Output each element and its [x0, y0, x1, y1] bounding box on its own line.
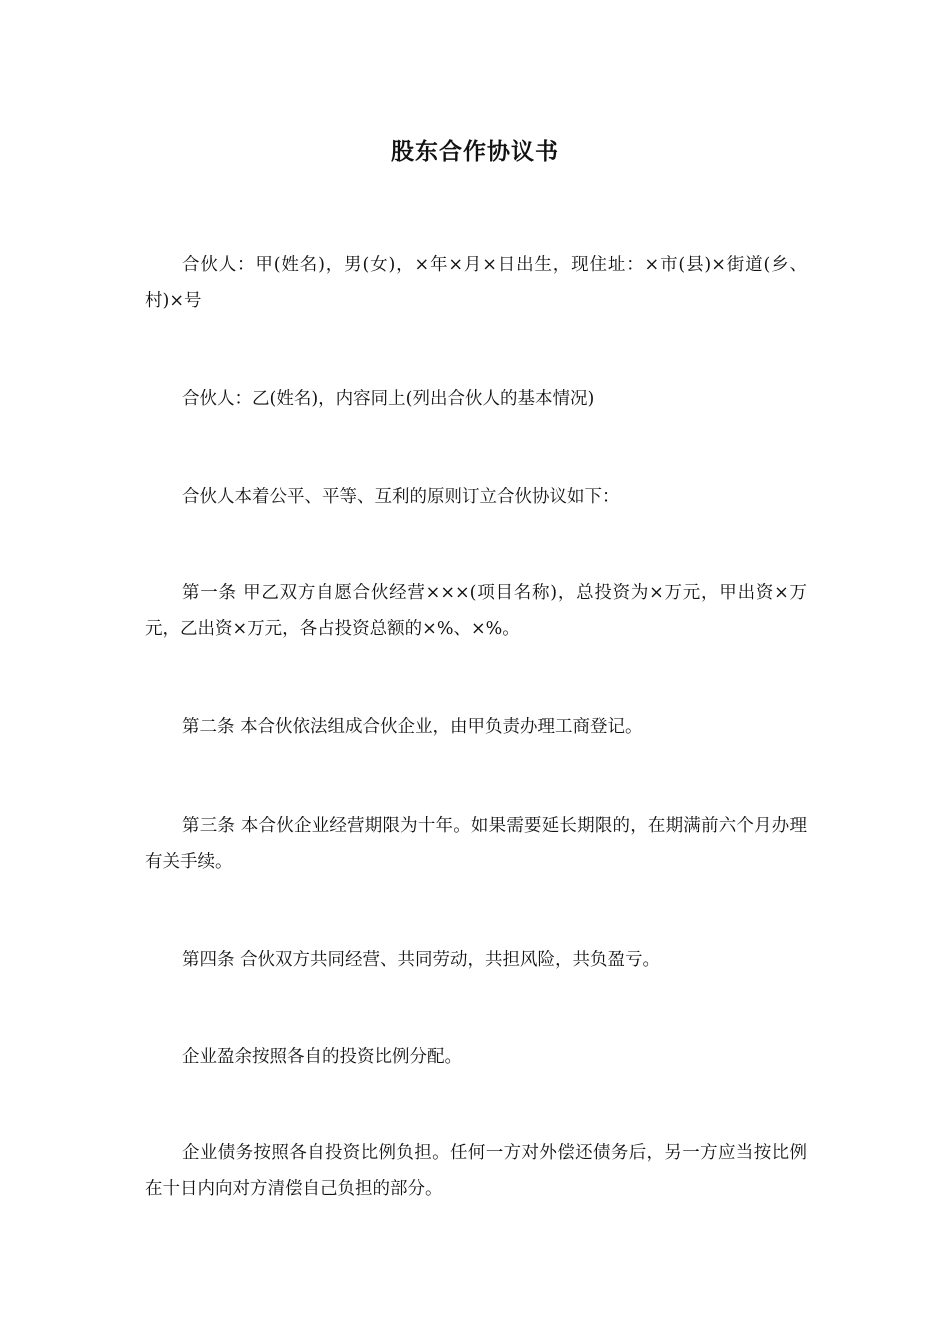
paragraph-debt-sharing: 企业债务按照各自投资比例负担。任何一方对外偿还债务后，另一方应当按比例在十日内向对方清偿自己负担的部分。 — [145, 1143, 807, 1199]
paragraph-article-1: 第一条 甲乙双方自愿合伙经营×××(项目名称)，总投资为×万元，甲出资×万元，乙出资×万元，各占投资总额的×%、×%。 — [145, 583, 807, 639]
paragraph-partner-a: 合伙人：甲(姓名)，男(女)，×年×月×日出生，现住址：×市(县)×街道(乡、村)×号 — [145, 255, 807, 311]
document-title: 股东合作协议书 — [391, 138, 559, 165]
paragraph-article-2: 第二条 本合伙依法组成合伙企业，由甲负责办理工商登记。 — [182, 717, 643, 737]
paragraph-article-4: 第四条 合伙双方共同经营、共同劳动，共担风险，共负盈亏。 — [182, 950, 661, 970]
paragraph-profit-distribution: 企业盈余按照各自的投资比例分配。 — [182, 1047, 462, 1067]
paragraph-preamble: 合伙人本着公平、平等、互利的原则订立合伙协议如下： — [182, 487, 620, 507]
paragraph-article-3: 第三条 本合伙企业经营期限为十年。如果需要延长期限的，在期满前六个月办理有关手续。 — [145, 816, 807, 872]
paragraph-partner-b: 合伙人：乙(姓名)，内容同上(列出合伙人的基本情况) — [182, 389, 595, 409]
